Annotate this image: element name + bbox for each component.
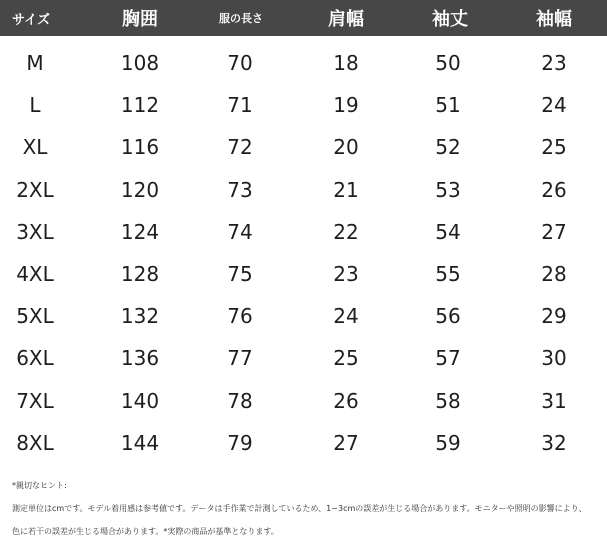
cell-chest: 112 xyxy=(120,93,160,118)
notes-section xyxy=(12,474,602,543)
table-row xyxy=(0,337,607,379)
cell-size: 8XL xyxy=(16,430,54,455)
cell-cuff: 30 xyxy=(541,346,567,371)
cell-sleeve: 50 xyxy=(435,51,461,76)
cell-chest: 140 xyxy=(120,388,160,413)
header-sleeve: 袖丈 xyxy=(432,9,468,30)
cell-chest: 120 xyxy=(120,177,160,202)
cell-sleeve: 57 xyxy=(435,346,461,371)
cell-cuff: 31 xyxy=(541,388,567,413)
cell-size: 7XL xyxy=(16,388,54,413)
cell-chest: 116 xyxy=(120,135,160,160)
cell-shoulder: 24 xyxy=(333,304,359,329)
cell-cuff: 24 xyxy=(541,93,567,118)
table-body xyxy=(0,42,607,464)
table-row xyxy=(0,42,607,84)
table-row xyxy=(0,380,607,422)
table-row xyxy=(0,126,607,168)
cell-cuff: 23 xyxy=(541,51,567,76)
cell-length: 76 xyxy=(227,304,253,329)
cell-length: 73 xyxy=(227,177,253,202)
cell-shoulder: 23 xyxy=(333,262,359,287)
header-cuff: 袖幅 xyxy=(536,9,572,30)
cell-size: 4XL xyxy=(16,262,54,287)
cell-chest: 144 xyxy=(120,430,160,455)
cell-length: 77 xyxy=(227,346,253,371)
table-row xyxy=(0,295,607,337)
notes-line-1: 測定単位はcmです。モデル着用感は参考値です。データは手作業で計測しているため、1~3cmの誤差が生じる場合があります。モニターや照明の影響により、 xyxy=(12,504,587,513)
cell-shoulder: 27 xyxy=(333,430,359,455)
cell-chest: 136 xyxy=(120,346,160,371)
table-row xyxy=(0,211,607,253)
cell-chest: 128 xyxy=(120,262,160,287)
header-chest: 胸囲 xyxy=(122,9,158,30)
cell-length: 78 xyxy=(227,388,253,413)
cell-sleeve: 55 xyxy=(435,262,461,287)
cell-sleeve: 53 xyxy=(435,177,461,202)
cell-length: 72 xyxy=(227,135,253,160)
table-row xyxy=(0,253,607,295)
cell-shoulder: 20 xyxy=(333,135,359,160)
cell-cuff: 26 xyxy=(541,177,567,202)
table-header xyxy=(0,0,607,36)
cell-sleeve: 56 xyxy=(435,304,461,329)
cell-size: 6XL xyxy=(16,346,54,371)
cell-shoulder: 19 xyxy=(333,93,359,118)
table-row xyxy=(0,422,607,464)
cell-cuff: 27 xyxy=(541,219,567,244)
cell-size: 3XL xyxy=(16,219,54,244)
table-row xyxy=(0,84,607,126)
cell-chest: 132 xyxy=(120,304,160,329)
table-row xyxy=(0,169,607,211)
cell-size: 5XL xyxy=(16,304,54,329)
cell-sleeve: 59 xyxy=(435,430,461,455)
cell-size: XL xyxy=(22,135,48,160)
cell-size: L xyxy=(29,93,41,118)
cell-length: 71 xyxy=(227,93,253,118)
header-shoulder: 肩幅 xyxy=(328,9,364,30)
cell-chest: 124 xyxy=(120,219,160,244)
cell-cuff: 25 xyxy=(541,135,567,160)
cell-sleeve: 54 xyxy=(435,219,461,244)
header-length: 服の長さ xyxy=(219,12,263,25)
cell-shoulder: 25 xyxy=(333,346,359,371)
cell-size: M xyxy=(26,51,44,76)
cell-cuff: 28 xyxy=(541,262,567,287)
cell-size: 2XL xyxy=(16,177,54,202)
cell-sleeve: 58 xyxy=(435,388,461,413)
header-size: サイズ xyxy=(12,12,50,28)
cell-shoulder: 21 xyxy=(333,177,359,202)
cell-length: 79 xyxy=(227,430,253,455)
notes-title: *親切なヒント: xyxy=(12,481,67,490)
cell-length: 74 xyxy=(227,219,253,244)
cell-cuff: 29 xyxy=(541,304,567,329)
cell-cuff: 32 xyxy=(541,430,567,455)
cell-length: 70 xyxy=(227,51,253,76)
notes-line-2: 色に若干の誤差が生じる場合があります。*実際の商品が基準となります。 xyxy=(12,527,279,536)
cell-length: 75 xyxy=(227,262,253,287)
cell-sleeve: 51 xyxy=(435,93,461,118)
cell-shoulder: 26 xyxy=(333,388,359,413)
cell-shoulder: 22 xyxy=(333,219,359,244)
cell-sleeve: 52 xyxy=(435,135,461,160)
cell-shoulder: 18 xyxy=(333,51,359,76)
cell-chest: 108 xyxy=(120,51,160,76)
